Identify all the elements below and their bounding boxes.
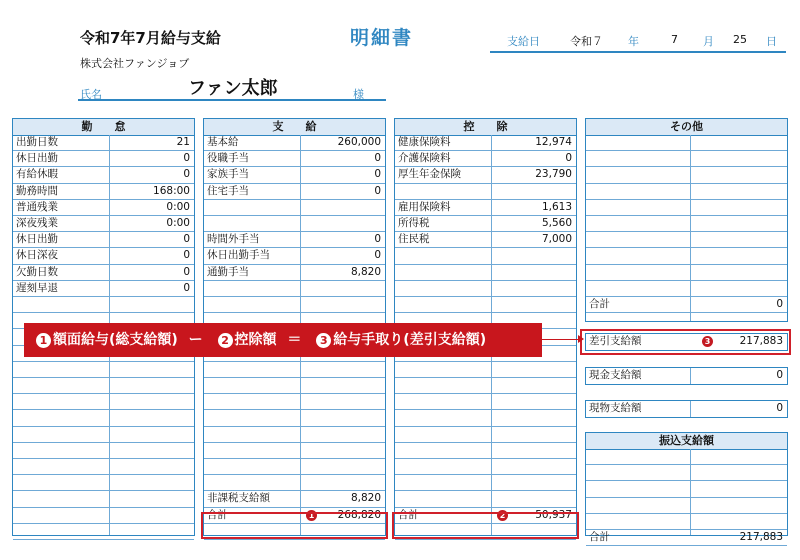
row-value: 0 xyxy=(374,233,381,246)
table-row xyxy=(13,232,194,248)
table-row xyxy=(395,248,576,264)
table-row xyxy=(586,135,787,151)
table-row xyxy=(204,265,385,281)
row-value: 8,820 xyxy=(350,265,381,278)
row-label: 勤務時間 xyxy=(16,184,58,197)
table-row xyxy=(204,378,385,394)
table-row xyxy=(13,151,194,167)
table-row xyxy=(13,491,194,507)
row-value: 0 xyxy=(374,152,381,165)
transfer-header: 振込支給額 xyxy=(586,433,787,450)
table-row xyxy=(13,200,194,216)
row-value: 0 xyxy=(776,298,783,310)
row-value: 168:00 xyxy=(153,184,190,197)
day-label: 日 xyxy=(766,35,777,48)
row-label: 介護保険料 xyxy=(398,152,451,165)
row-label: 普通残業 xyxy=(16,200,58,213)
deductions-header: 控 除 xyxy=(395,119,576,136)
row-value: 1,613 xyxy=(541,200,572,213)
row-value: 0 xyxy=(565,152,572,165)
net-pay-label: 差引支給額 xyxy=(589,335,642,347)
table-row xyxy=(13,281,194,297)
column-divider xyxy=(690,401,691,417)
formula-banner xyxy=(24,323,542,357)
row-value: 0 xyxy=(183,281,190,294)
cash-payment-box xyxy=(585,367,788,385)
table-row xyxy=(204,232,385,248)
net-pay-highlight xyxy=(580,329,791,355)
date-underline xyxy=(490,51,786,53)
table-row xyxy=(395,265,576,281)
table-row xyxy=(395,459,576,475)
row-value: 50,937 xyxy=(535,508,572,521)
table-row xyxy=(395,232,576,248)
banner-net: 給与手取り(差引支給額) xyxy=(333,332,487,348)
month-label: 月 xyxy=(703,35,714,48)
table-row xyxy=(13,362,194,378)
table-row xyxy=(395,443,576,459)
table-row xyxy=(395,491,576,507)
table-row xyxy=(204,216,385,232)
table-row xyxy=(13,475,194,491)
table-row xyxy=(586,200,787,216)
table-row xyxy=(204,443,385,459)
row-value: 7,000 xyxy=(541,233,572,246)
row-label: 住宅手当 xyxy=(207,184,249,197)
marker-deduction: 2 xyxy=(497,510,508,521)
payments-header: 支 給 xyxy=(204,119,385,136)
table-row xyxy=(13,378,194,394)
deduction-total-highlight xyxy=(392,512,579,539)
banner-marker-3: 3 xyxy=(316,333,331,348)
table-row xyxy=(586,151,787,167)
row-value: 21 xyxy=(176,136,190,148)
table-row xyxy=(13,297,194,313)
table-row xyxy=(395,475,576,491)
table-row xyxy=(204,248,385,264)
row-value: 0:00 xyxy=(166,217,190,229)
table-row xyxy=(13,410,194,426)
employee-name: ファン太郎 xyxy=(188,78,278,99)
row-value: 0 xyxy=(183,249,190,262)
table-row xyxy=(586,498,787,514)
row-label: 役職手当 xyxy=(207,152,249,165)
row-label: 住民税 xyxy=(398,233,430,246)
row-label: 有給休暇 xyxy=(16,168,58,181)
row-label: 雇用保険料 xyxy=(398,200,451,213)
table-row xyxy=(395,378,576,394)
banner-marker-2: 2 xyxy=(218,333,233,348)
table-row xyxy=(204,475,385,491)
table-row xyxy=(395,427,576,443)
row-label: 欠勤日数 xyxy=(16,265,58,278)
row-value: 0 xyxy=(183,265,190,278)
table-row xyxy=(395,184,576,200)
table-row xyxy=(13,508,194,524)
row-label: 合計 xyxy=(207,508,228,521)
table-row xyxy=(204,297,385,313)
honorific: 様 xyxy=(353,88,364,101)
table-row xyxy=(586,248,787,264)
table-row xyxy=(13,265,194,281)
row-value: 217,883 xyxy=(739,531,783,543)
pay-day: 25 xyxy=(733,33,747,46)
table-row xyxy=(586,530,787,546)
row-value: 5,560 xyxy=(541,217,572,229)
table-row xyxy=(13,443,194,459)
row-label: 通勤手当 xyxy=(207,265,249,278)
banner-minus: ー xyxy=(188,332,203,348)
table-row xyxy=(395,362,576,378)
table-row xyxy=(204,394,385,410)
table-row xyxy=(204,167,385,183)
row-value: 0 xyxy=(183,168,190,181)
other-header: その他 xyxy=(586,119,787,136)
table-row xyxy=(586,216,787,232)
row-label: 健康保険料 xyxy=(398,136,451,148)
pay-date-label: 支給日 xyxy=(507,35,540,48)
table-row xyxy=(586,167,787,183)
cash-payment-value: 0 xyxy=(776,369,783,381)
table-row xyxy=(395,410,576,426)
table-row xyxy=(13,216,194,232)
table-row xyxy=(395,297,576,313)
attendance-header: 勤 怠 xyxy=(13,119,194,136)
row-value: 12,974 xyxy=(535,136,572,148)
table-row xyxy=(204,410,385,426)
row-value: 268,820 xyxy=(337,508,381,521)
row-value: 0 xyxy=(183,233,190,246)
table-row xyxy=(586,297,787,313)
table-row xyxy=(13,184,194,200)
table-row xyxy=(395,200,576,216)
table-row xyxy=(586,265,787,281)
other-column xyxy=(585,118,788,322)
table-row xyxy=(13,459,194,475)
pay-date-era: 令和７ xyxy=(570,35,603,48)
cash-payment-label: 現金支給額 xyxy=(589,369,642,381)
row-label: 休日深夜 xyxy=(16,249,58,262)
goods-payment-value: 0 xyxy=(776,402,783,414)
row-label: 深夜残業 xyxy=(16,217,58,229)
year-label: 年 xyxy=(628,35,639,48)
net-pay-value: 217,883 xyxy=(739,335,783,347)
marker-gross: 1 xyxy=(306,510,317,521)
table-row xyxy=(204,281,385,297)
goods-payment-label: 現物支給額 xyxy=(589,402,642,414)
table-row xyxy=(204,151,385,167)
table-row xyxy=(395,281,576,297)
banner-arrow xyxy=(542,339,582,340)
transfer-column xyxy=(585,432,788,543)
row-label: 所得税 xyxy=(398,217,430,229)
row-value: 0:00 xyxy=(166,200,190,213)
row-label: 家族手当 xyxy=(207,168,249,181)
row-value: 0 xyxy=(374,249,381,262)
row-value: 0 xyxy=(374,168,381,181)
table-row xyxy=(204,362,385,378)
row-label: 厚生年金保険 xyxy=(398,168,461,181)
row-label: 合計 xyxy=(589,531,610,543)
table-row xyxy=(13,248,194,264)
table-row xyxy=(204,427,385,443)
banner-deduction: 控除額 xyxy=(234,332,277,348)
goods-payment-box xyxy=(585,400,788,418)
pay-month: 7 xyxy=(671,33,678,46)
table-row xyxy=(204,459,385,475)
row-label: 基本給 xyxy=(207,136,239,148)
table-row xyxy=(586,232,787,248)
table-row xyxy=(13,427,194,443)
row-value: 0 xyxy=(183,152,190,165)
banner-gross: 額面給与(総支給額) xyxy=(53,332,178,348)
row-label: 合計 xyxy=(589,298,610,310)
marker-net: 3 xyxy=(702,336,713,347)
table-row xyxy=(586,184,787,200)
table-row xyxy=(13,167,194,183)
row-label: 休日出勤 xyxy=(16,233,58,246)
row-value: 23,790 xyxy=(535,168,572,181)
table-row xyxy=(586,481,787,497)
banner-equals: ＝ xyxy=(287,332,302,348)
table-row xyxy=(395,167,576,183)
table-row xyxy=(204,135,385,151)
table-row xyxy=(586,514,787,530)
table-row xyxy=(13,135,194,151)
table-row xyxy=(586,465,787,481)
row-label: 非課税支給額 xyxy=(207,492,270,505)
table-row xyxy=(204,491,385,507)
table-row xyxy=(204,184,385,200)
row-label: 出勤日数 xyxy=(16,136,58,148)
row-value: 8,820 xyxy=(350,492,381,505)
name-label: 氏名 xyxy=(80,88,102,101)
table-row xyxy=(395,394,576,410)
table-row xyxy=(13,524,194,540)
table-row xyxy=(586,281,787,297)
table-row xyxy=(204,200,385,216)
name-underline xyxy=(78,99,386,101)
row-value: 260,000 xyxy=(337,136,381,148)
table-row xyxy=(395,151,576,167)
banner-marker-1: 1 xyxy=(36,333,51,348)
row-label: 合計 xyxy=(398,508,419,521)
gross-total-highlight xyxy=(201,512,388,539)
company-name: 株式会社ファンジョブ xyxy=(80,57,190,70)
row-label: 休日出勤 xyxy=(16,152,58,165)
period-title: 令和7年7月給与支給 xyxy=(80,29,221,47)
table-row xyxy=(395,216,576,232)
row-label: 休日出勤手当 xyxy=(207,249,270,262)
table-row xyxy=(13,394,194,410)
table-row xyxy=(395,135,576,151)
row-label: 遅刻早退 xyxy=(16,281,58,294)
row-value: 0 xyxy=(374,184,381,197)
row-label: 時間外手当 xyxy=(207,233,260,246)
table-row xyxy=(586,449,787,465)
column-divider xyxy=(690,368,691,384)
document-title: 明細書 xyxy=(350,27,414,49)
